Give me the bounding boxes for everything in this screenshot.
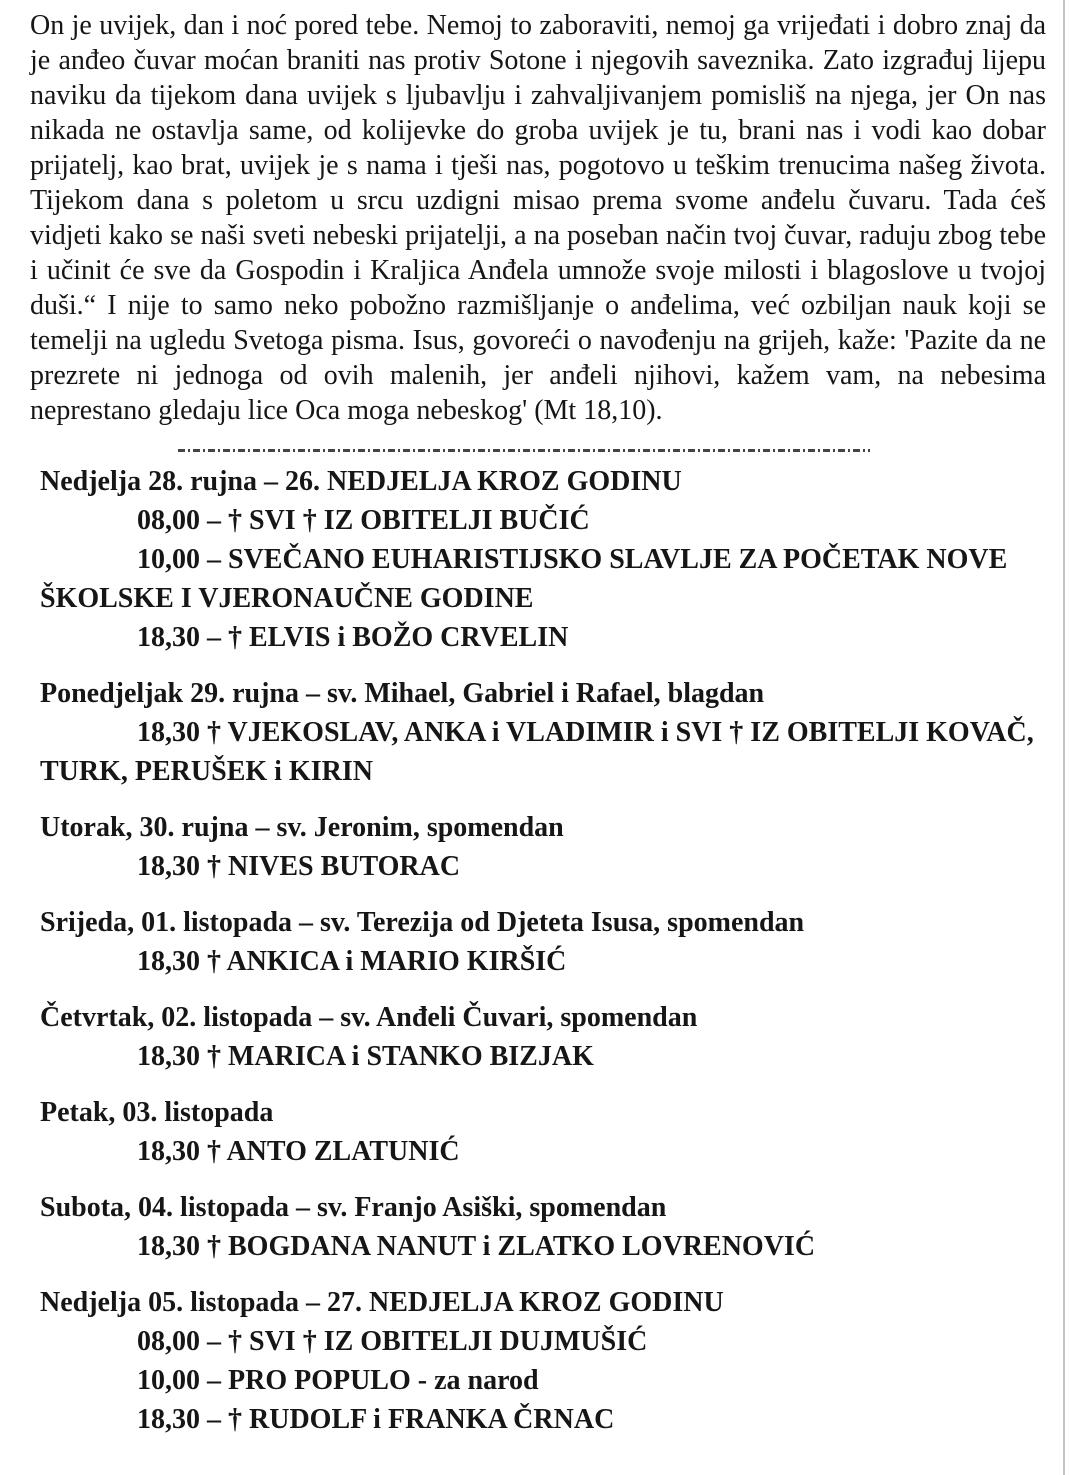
schedule-section <box>40 808 1038 886</box>
intro-paragraph: On je uvijek, dan i noć pored tebe. Nemoj to zaboraviti, nemoj ga vrijeđati i dobro znaj da je anđeo čuvar moćan braniti nas protiv Sotone i njegovih saveznika. Zato izgrađuj lijepu naviku da tijekom dana uvijek s ljubavlju i zahvaljivanjem pomisliš na njega, jer On nas nikada ne ostavlja same, od kolijevke do groba uvijek je tu, brani nas i vodi kao dobar prijatelj, kao brat, uvijek je s nama i tješi nas, pogotovo u teškim trenucima našeg života. Tijekom dana s poletom u srcu uzdigni misao prema svome anđelu čuvaru. Tada ćeš vidjeti kako se naši sveti nebeski prijatelji, a na poseban način tvoj čuvar, raduju zbog tebe i učinit će sve da Gospodin i Kraljica Anđela umnože svoje milosti i blagoslove u tvojoj duši.“ I nije to samo neko pobožno razmišljanje o anđelima, već ozbiljan nauk koji se temelji na ugledu Svetoga pisma. Isus, govoreći o navođenju na grijeh, kaže: 'Pazite da ne prezrete ni jednoga od ovih malenih, jer anđeli njihovi, kažem vam, na nebesima neprestano gledaju lice Oca moga nebeskog' (Mt 18,10). <box>30 10 1046 426</box>
schedule-section <box>40 998 1038 1076</box>
mass-intention: 18,30 – † RUDOLF i FRANKA ČRNAC <box>137 1404 615 1435</box>
mass-intention: 18,30 – † ELVIS i BOŽO CRVELIN <box>137 622 569 653</box>
day-header: Petak, 03. listopada <box>40 1097 274 1128</box>
schedule-section <box>40 1093 1038 1171</box>
day-header: Subota, 04. listopada – sv. Franjo Asiški, spomendan <box>40 1192 667 1223</box>
mass-intention: 08,00 – † SVI † IZ OBITELJI DUJMUŠIĆ <box>137 1326 648 1357</box>
schedule-section <box>40 674 1038 791</box>
day-header: Srijeda, 01. listopada – sv. Terezija od Djeteta Isusa, spomendan <box>40 907 805 938</box>
schedule-section <box>40 462 1038 657</box>
mass-intention: 18,30 † ANKICA i MARIO KIRŠIĆ <box>137 946 567 977</box>
day-header: Četvrtak, 02. listopada – sv. Anđeli Čuvari, spomendan <box>40 1002 698 1033</box>
mass-intention: 10,00 – SVEČANO EUHARISTIJSKO SLAVLJE ZA POČETAK NOVE ŠKOLSKE I VJERONAUČNE GODINE <box>40 544 1008 614</box>
mass-intention: 18,30 † BOGDANA NANUT i ZLATKO LOVRENOVIĆ <box>137 1231 816 1262</box>
schedule-section <box>40 1188 1038 1266</box>
mass-intention: 18,30 † NIVES BUTORAC <box>137 851 461 882</box>
dash-dot-divider <box>178 449 870 452</box>
page-edge-line <box>1063 0 1065 1475</box>
mass-intention: 18,30 † ANTO ZLATUNIĆ <box>137 1136 460 1167</box>
schedule-section <box>40 1283 1038 1439</box>
schedule-section <box>40 903 1038 981</box>
mass-intention: 18,30 † MARICA i STANKO BIZJAK <box>137 1041 594 1072</box>
day-header: Ponedjeljak 29. rujna – sv. Mihael, Gabriel i Rafael, blagdan <box>40 678 765 709</box>
day-header: Nedjelja 05. listopada – 27. NEDJELJA KROZ GODINU <box>40 1287 724 1318</box>
mass-intention: 10,00 – PRO POPULO - za narod <box>137 1365 539 1396</box>
mass-schedule <box>0 462 1080 1439</box>
day-header: Nedjelja 28. rujna – 26. NEDJELJA KROZ GODINU <box>40 466 682 497</box>
day-header: Utorak, 30. rujna – sv. Jeronim, spomendan <box>40 812 564 843</box>
mass-intention: 18,30 † VJEKOSLAV, ANKA i VLADIMIR i SVI † IZ OBITELJI KOVAČ, TURK, PERUŠEK i KIRIN <box>40 717 1034 787</box>
mass-intention: 08,00 – † SVI † IZ OBITELJI BUČIĆ <box>137 505 590 536</box>
